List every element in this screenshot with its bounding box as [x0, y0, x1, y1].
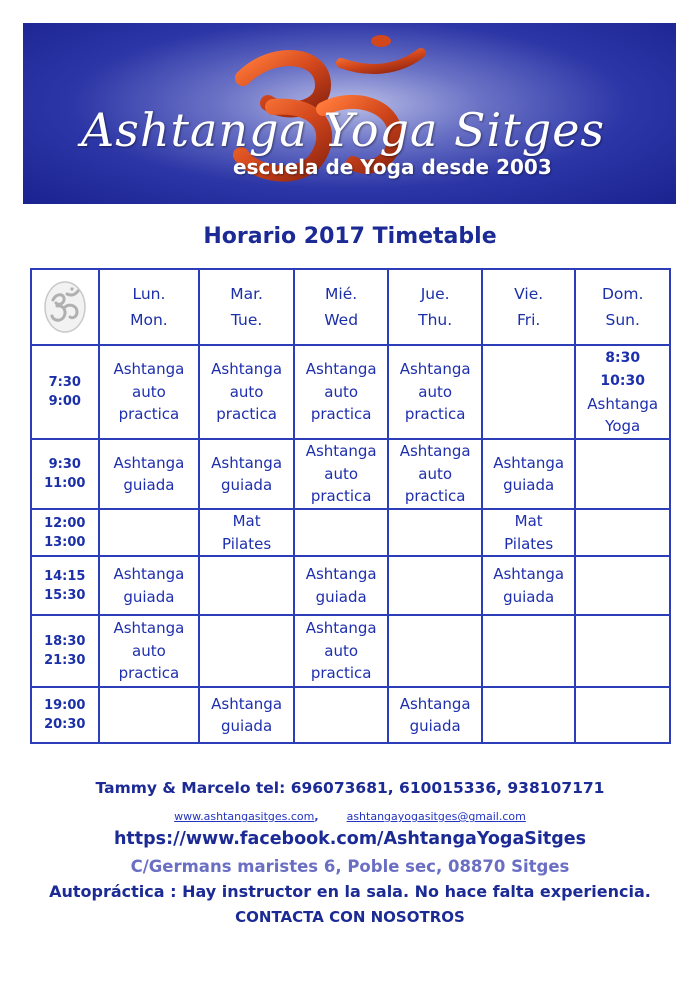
class-line: auto	[132, 382, 166, 401]
class-cell-empty	[575, 439, 670, 509]
class-line: guiada	[315, 587, 367, 606]
class-line: Ashtanga	[305, 360, 377, 379]
class-cell	[199, 345, 294, 439]
class-cell-empty	[99, 509, 200, 556]
table-row	[31, 345, 670, 439]
class-cell-empty	[482, 615, 576, 687]
class-line: auto	[418, 464, 453, 483]
link-separator: ,	[314, 810, 319, 823]
class-line: auto	[324, 464, 359, 483]
class-line: guiada	[409, 717, 461, 735]
class-cell-empty	[388, 615, 482, 687]
class-line: Mat	[514, 512, 543, 530]
class-time-start: 8:30	[605, 349, 641, 366]
day-name-en: Mon.	[130, 311, 168, 329]
time-start: 12:00	[44, 515, 86, 531]
day-name-es: Jue.	[420, 285, 450, 303]
class-cell-empty	[388, 509, 482, 556]
brand-logo-text: Ashtanga Yoga Sitges	[81, 103, 606, 157]
class-cell	[575, 345, 670, 439]
class-cell	[199, 439, 294, 509]
brand-tagline: escuela de Yoga desde 2003	[233, 155, 552, 179]
class-line: Ashtanga	[211, 360, 283, 379]
class-line: Ashtanga	[587, 394, 659, 413]
time-start: 7:30	[48, 375, 81, 390]
class-line: guiada	[123, 587, 175, 606]
class-cell-empty	[575, 556, 670, 615]
class-cell	[482, 556, 576, 615]
facebook-link[interactable]: https://www.facebook.com/AshtangaYogaSitges	[113, 829, 587, 849]
class-cell	[294, 556, 389, 615]
time-slot	[31, 556, 99, 615]
table-row	[31, 615, 670, 687]
table-row	[31, 509, 670, 556]
class-line: Ashtanga	[305, 619, 377, 638]
day-header-sun	[575, 269, 670, 345]
class-line: Mat	[232, 512, 261, 530]
class-line: guiada	[221, 717, 273, 735]
time-end: 9:00	[48, 394, 81, 409]
class-line: practica	[404, 405, 466, 424]
time-start: 19:00	[44, 698, 86, 713]
class-line: guiada	[503, 476, 555, 494]
class-line: practica	[216, 405, 277, 424]
time-slot	[31, 509, 99, 556]
day-name-en: Thu.	[418, 311, 453, 329]
class-line: Ashtanga	[113, 453, 185, 472]
class-cell	[388, 687, 482, 743]
class-line: Ashtanga	[211, 453, 283, 472]
class-line: Yoga	[605, 417, 641, 435]
time-end: 13:00	[44, 534, 86, 550]
contact-cta: CONTACTA CON NOSOTROS	[235, 908, 465, 926]
day-name-es: Vie.	[514, 285, 544, 303]
time-end: 20:30	[44, 717, 86, 732]
class-line: Ashtanga	[305, 442, 377, 461]
class-cell	[99, 439, 200, 509]
class-cell-empty	[294, 687, 389, 743]
class-cell	[99, 556, 200, 615]
class-line: Ashtanga	[399, 694, 471, 713]
website-link[interactable]: www.ashtangasitges.com	[174, 810, 315, 823]
time-slot	[31, 615, 99, 687]
class-cell-empty	[199, 556, 294, 615]
class-cell	[294, 439, 389, 509]
class-cell-empty	[482, 687, 576, 743]
class-cell-empty	[294, 509, 389, 556]
class-line: guiada	[123, 476, 175, 494]
page-title: Horario 2017 Timetable	[203, 224, 497, 249]
class-line: auto	[229, 382, 264, 401]
day-name-es: Mié.	[325, 285, 358, 303]
day-name-en: Sun.	[605, 311, 640, 329]
email-link[interactable]: ashtangayogasitges@gmail.com	[346, 810, 526, 823]
class-line: practica	[404, 487, 466, 506]
class-line: practica	[310, 405, 372, 424]
day-name-en: Fri.	[516, 311, 541, 329]
class-line: practica	[310, 487, 372, 506]
class-line: Ashtanga	[113, 619, 185, 638]
day-header-thu	[388, 269, 482, 345]
class-line: Ashtanga	[113, 565, 185, 583]
class-line: guiada	[503, 587, 555, 606]
class-cell	[482, 509, 576, 556]
autopractica-note: Autopráctica : Hay instructor en la sala. No hace falta experiencia.	[49, 882, 651, 901]
class-cell	[99, 615, 200, 687]
class-line: Ashtanga	[399, 442, 471, 461]
class-line: Ashtanga	[399, 360, 471, 379]
class-cell	[294, 345, 389, 439]
class-cell-empty	[99, 687, 200, 743]
class-line: auto	[324, 382, 359, 401]
class-line: guiada	[221, 476, 273, 494]
time-slot	[31, 687, 99, 743]
day-name-en: Wed	[324, 311, 359, 329]
time-end: 21:30	[44, 653, 86, 668]
header-banner	[23, 23, 676, 204]
class-cell-empty	[575, 615, 670, 687]
class-cell-empty	[199, 615, 294, 687]
timetable	[30, 268, 671, 744]
corner-cell	[31, 269, 99, 345]
class-cell-empty	[482, 345, 576, 439]
class-line: practica	[118, 664, 180, 683]
time-end: 15:30	[44, 587, 86, 603]
class-cell	[199, 509, 294, 556]
class-cell-empty	[575, 687, 670, 743]
time-end: 11:00	[44, 476, 86, 491]
class-line: Ashtanga	[493, 453, 565, 472]
day-header-tue	[199, 269, 294, 345]
day-header-mon	[99, 269, 200, 345]
day-name-es: Dom.	[601, 285, 644, 303]
class-cell	[99, 345, 200, 439]
address: C/Germans maristes 6, Poble sec, 08870 Sitges	[130, 857, 570, 876]
table-row	[31, 687, 670, 743]
contact-phone: Tammy & Marcelo tel: 696073681, 610015336, 938107171	[95, 779, 605, 797]
time-slot	[31, 439, 99, 509]
class-line: Ashtanga	[211, 694, 283, 713]
class-line: Ashtanga	[305, 565, 377, 583]
class-cell	[482, 439, 576, 509]
class-line: auto	[418, 382, 453, 401]
class-cell	[294, 615, 389, 687]
time-start: 14:15	[44, 568, 86, 584]
class-line: Pilates	[504, 534, 554, 553]
class-cell-empty	[388, 556, 482, 615]
class-cell	[388, 439, 482, 509]
class-line: auto	[132, 641, 166, 660]
day-name-en: Tue.	[230, 311, 263, 329]
class-cell	[388, 345, 482, 439]
class-line: practica	[118, 405, 180, 424]
day-name-es: Lun.	[132, 285, 166, 303]
class-line: Ashtanga	[113, 360, 185, 379]
table-row	[31, 556, 670, 615]
day-header-wed	[294, 269, 389, 345]
day-header-fri	[482, 269, 576, 345]
time-start: 18:30	[44, 634, 86, 649]
timetable-header-row	[31, 269, 670, 345]
class-cell	[199, 687, 294, 743]
time-slot	[31, 345, 99, 439]
time-start: 9:30	[48, 457, 81, 472]
class-line: practica	[310, 664, 372, 683]
class-cell-empty	[575, 509, 670, 556]
class-line: Pilates	[222, 534, 272, 553]
day-name-es: Mar.	[230, 285, 263, 303]
class-time-end: 10:30	[600, 372, 645, 389]
class-line: Ashtanga	[493, 565, 565, 583]
table-row	[31, 439, 670, 509]
om-outline-icon	[43, 280, 87, 334]
footer-links	[0, 810, 700, 823]
class-line: auto	[324, 641, 359, 660]
